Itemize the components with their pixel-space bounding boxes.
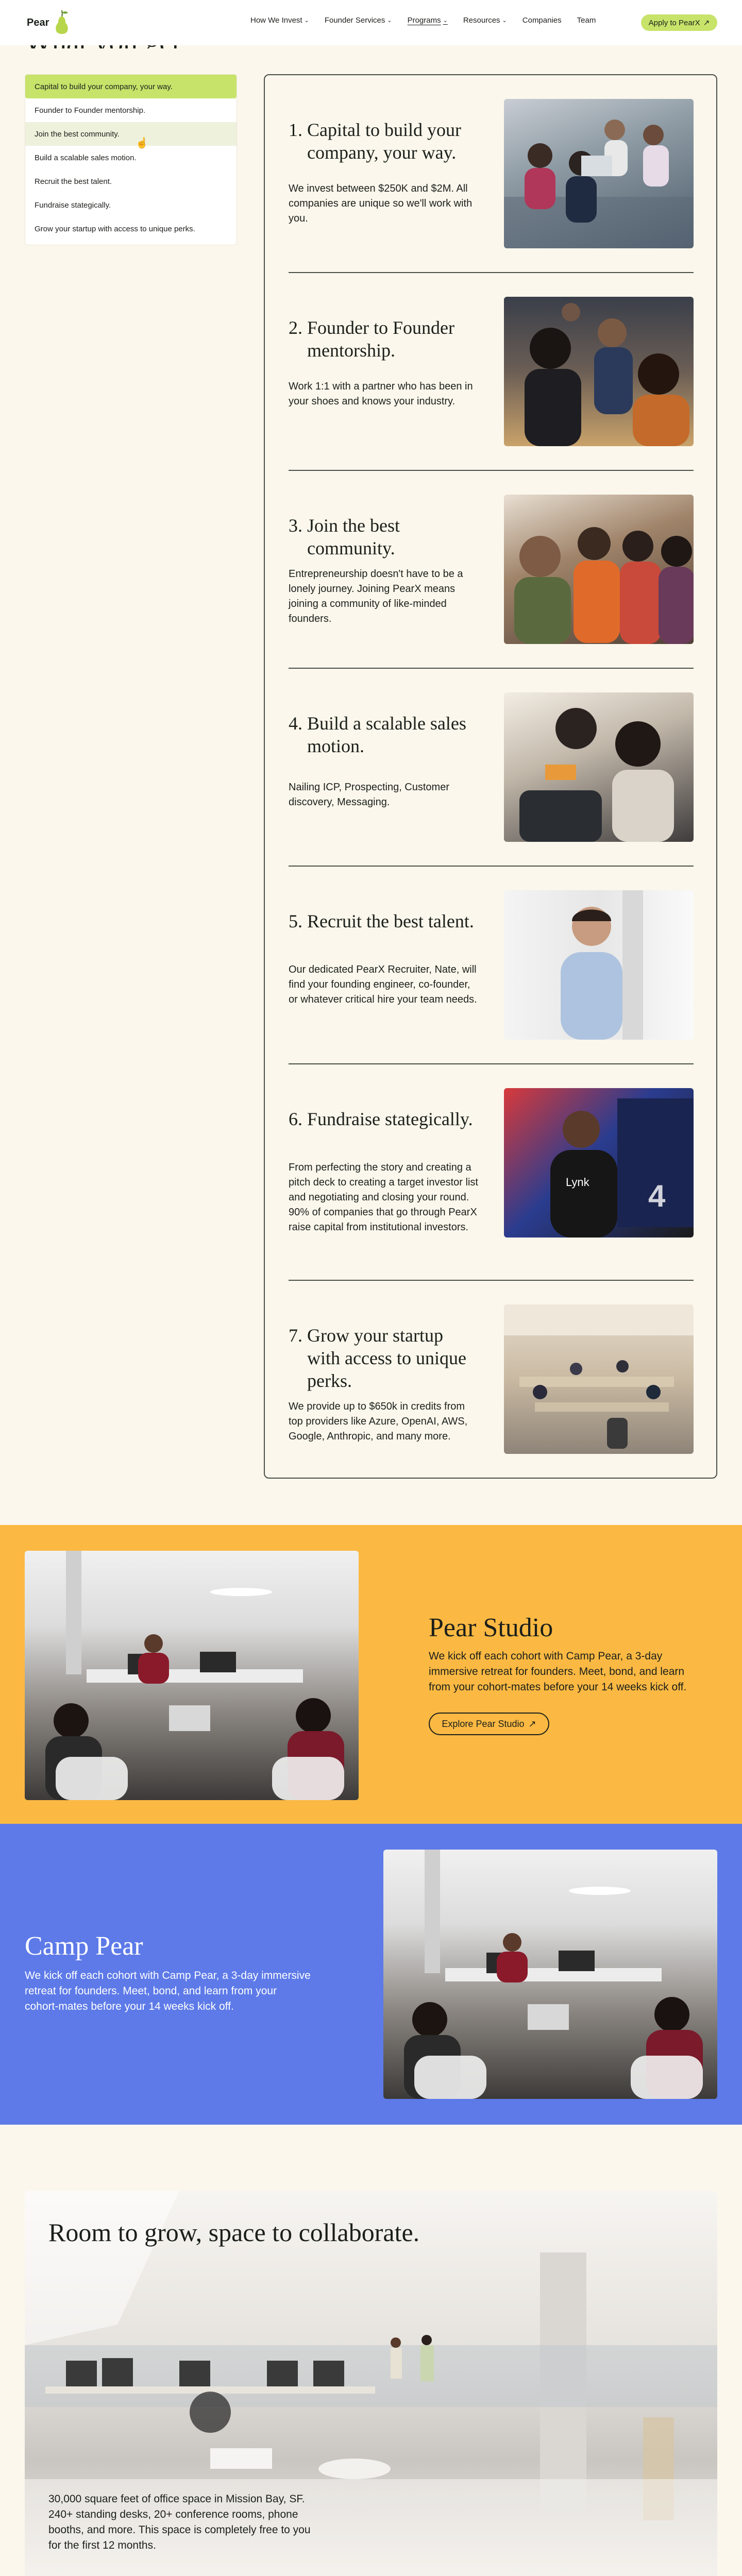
nav-team[interactable]: Team <box>577 16 596 25</box>
feature-title: 6. Fundraise stategically. <box>289 1109 473 1129</box>
camp-pear-section <box>0 1824 742 2125</box>
studio-title: Pear Studio <box>429 1613 553 1642</box>
chevron-down-icon: ⌄ <box>443 18 448 24</box>
nav-resources[interactable]: Resources ⌄ <box>463 16 507 25</box>
menu-item-perks[interactable]: Grow your startup with access to unique perks. <box>35 224 195 233</box>
feature-recruit <box>289 890 694 1040</box>
divider <box>289 1280 694 1281</box>
chevron-down-icon: ⌄ <box>304 18 309 24</box>
feature-title: 5. Recruit the best talent. <box>289 911 474 931</box>
recruiter-photo <box>504 890 694 1040</box>
feature-title: 4. Build a scalable sales motion. <box>289 713 466 756</box>
nav-companies[interactable]: Companies <box>522 16 562 25</box>
pear-studio-section <box>0 1525 742 1824</box>
feature-title: 3. Join the best community. <box>289 515 400 558</box>
chevron-down-icon: ⌄ <box>387 18 392 24</box>
room-body: 30,000 square feet of office space in Mission Bay, SF. 240+ standing desks, 20+ conference rooms, phone booths, and more. This space is completely free to you for the first 12 months. <box>48 2493 311 2551</box>
menu-item-capital[interactable]: Capital to build your company, your way. <box>25 75 237 98</box>
nav-founder-services[interactable]: Founder Services ⌄ <box>324 16 392 25</box>
chevron-down-icon: ⌄ <box>502 18 507 24</box>
arrow-up-right-icon: ↗ <box>703 19 710 27</box>
svg-text:Lynk: Lynk <box>566 1176 589 1189</box>
nav-how-we-invest[interactable]: How We Invest ⌄ <box>250 16 309 25</box>
camp-photo <box>383 1850 717 2099</box>
menu-item-community[interactable]: Join the best community. <box>25 122 237 146</box>
divider <box>289 866 694 867</box>
mentorship-photo <box>504 297 694 446</box>
community-photo <box>504 495 694 644</box>
main-nav <box>250 16 596 25</box>
logo-text: Pear <box>27 16 49 28</box>
feature-body: From perfecting the story and creating a pitch deck to creating a target investor list and negotiating and closing your round. 90% of companies that go through PearX raise capital from institutional investors. <box>289 1162 478 1233</box>
feature-title: 1. Capital to build your company, your way. <box>289 120 461 163</box>
arrow-up-right-icon: ↗ <box>528 1718 536 1729</box>
nav-programs[interactable]: Programs ⌄ <box>407 16 448 25</box>
svg-text:4: 4 <box>648 1179 666 1213</box>
office-space-section <box>25 2191 717 2576</box>
studio-photo <box>25 1551 359 1800</box>
camp-body: We kick off each cohort with Camp Pear, a 3-day immersive retreat for founders. Meet, bond, and learn from your cohort-mates before your 14 weeks kick off. <box>25 1970 311 2012</box>
site-header <box>0 0 742 45</box>
feature-body: Our dedicated PearX Recruiter, Nate, will find your founding engineer, co-founder, or whatever critical hire your team needs. <box>289 964 477 1005</box>
pointer-cursor-icon: ☝ <box>136 138 148 149</box>
explore-pear-studio-button[interactable]: Explore Pear Studio ↗ <box>429 1713 549 1735</box>
feature-perks <box>289 1304 694 1454</box>
feature-body: We invest between $250K and $2M. All companies are unique so we'll work with you. <box>289 183 473 224</box>
feature-capital <box>289 99 694 248</box>
feature-mentorship <box>289 297 694 446</box>
feature-body: Nailing ICP, Prospecting, Customer discovery, Messaging. <box>289 782 449 808</box>
divider <box>289 272 694 273</box>
feature-body: We provide up to $650k in credits from top providers like Azure, OpenAI, AWS, Google, Anthropic, and many more. <box>289 1401 468 1442</box>
fundraise-photo <box>504 1088 694 1238</box>
menu-item-sales[interactable]: Build a scalable sales motion. <box>35 153 137 162</box>
apply-to-pearx-button[interactable]: Apply to PearX ↗ <box>641 14 717 31</box>
feature-sales <box>289 692 694 842</box>
sales-photo <box>504 692 694 842</box>
divider <box>289 1063 694 1064</box>
feature-body: Work 1:1 with a partner who has been in your shoes and knows your industry. <box>289 381 473 407</box>
feature-title: 2. Founder to Founder mentorship. <box>289 317 454 361</box>
feature-community <box>289 495 694 644</box>
studio-body: We kick off each cohort with Camp Pear, a 3-day immersive retreat for founders. Meet, bond, and learn from your cohort-mates before your 14 weeks kick off. <box>429 1650 687 1693</box>
room-title: Room to grow, space to collaborate. <box>48 2218 420 2247</box>
pear-logo-icon <box>53 8 71 37</box>
feature-title: 7. Grow your startup with access to unique perks. <box>289 1325 466 1391</box>
team-photo <box>504 99 694 248</box>
feature-menu <box>25 74 237 245</box>
divider <box>289 668 694 669</box>
menu-item-mentorship[interactable]: Founder to Founder mentorship. <box>35 106 146 115</box>
features-panel <box>264 74 717 1479</box>
feature-body: Entrepreneurship doesn't have to be a lonely journey. Joining PearX means joining a community of like-minded founders. <box>289 568 463 624</box>
menu-item-recruit[interactable]: Recruit the best talent. <box>35 177 112 186</box>
divider <box>289 470 694 471</box>
menu-item-fundraise[interactable]: Fundraise stategically. <box>35 200 111 210</box>
coworking-photo <box>504 1304 694 1454</box>
feature-fundraise <box>289 1088 694 1238</box>
camp-title: Camp Pear <box>25 1931 143 1961</box>
logo[interactable] <box>27 8 71 37</box>
